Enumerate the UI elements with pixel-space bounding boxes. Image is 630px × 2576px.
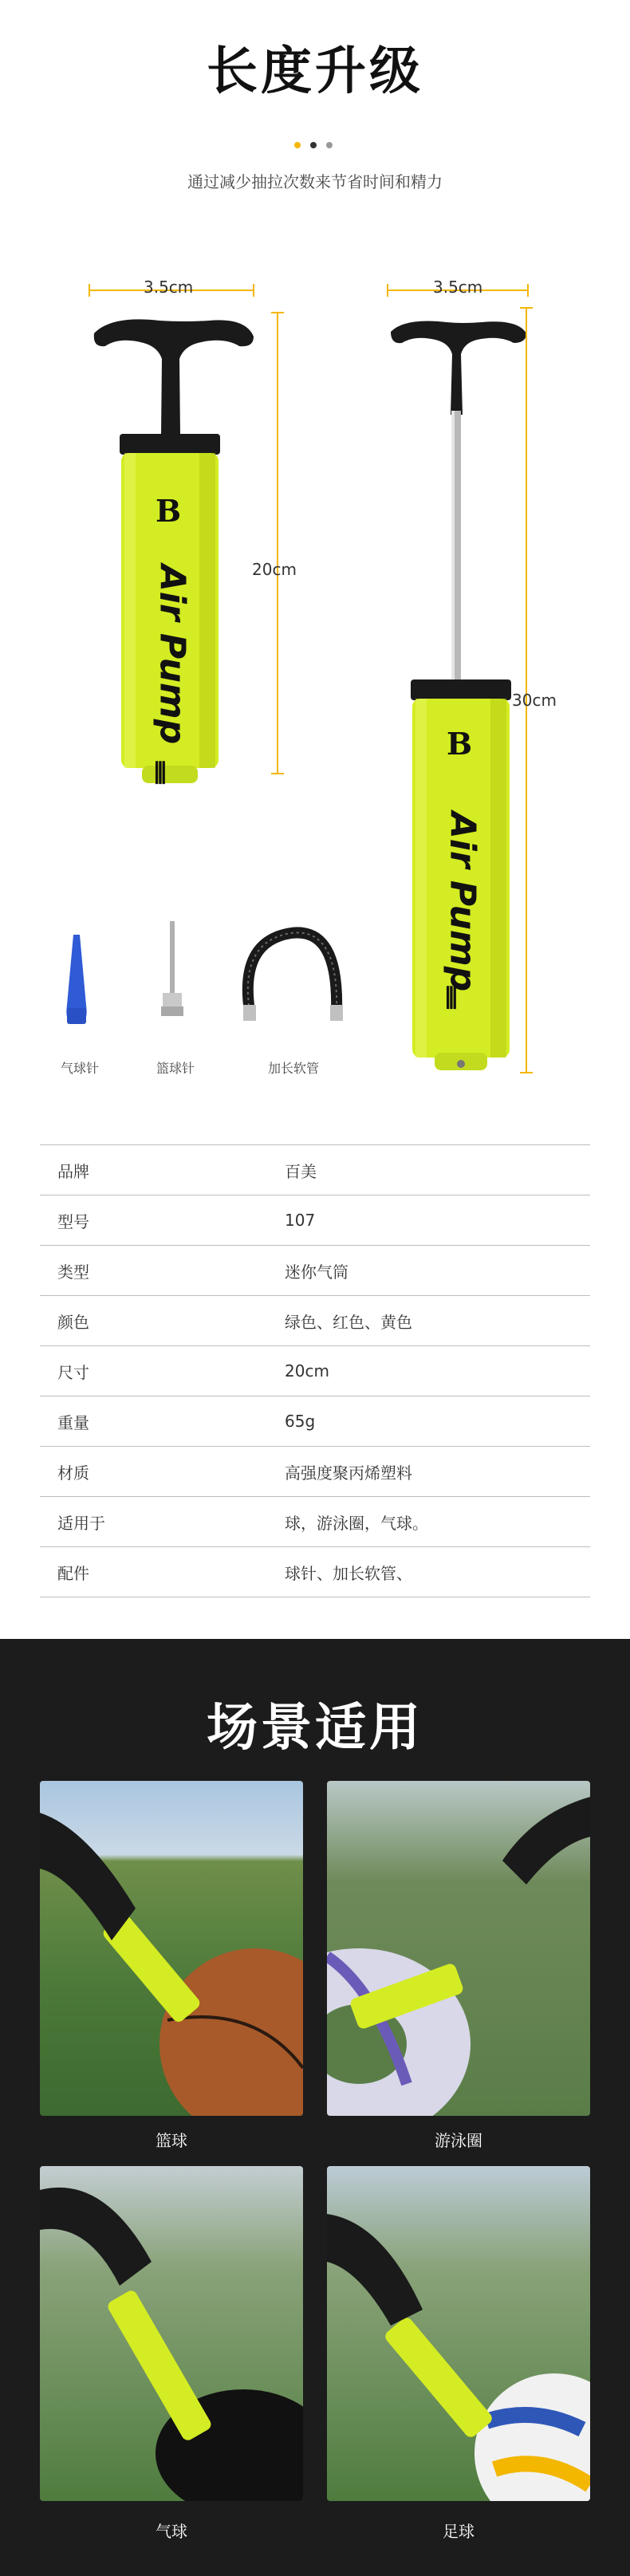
spec-value: 球针、加长软管、 [285, 1547, 590, 1597]
spec-value: 20cm [285, 1346, 590, 1396]
spec-key: 重量 [40, 1396, 285, 1447]
spec-value: 球，游泳圈，气球。 [285, 1497, 590, 1547]
spec-key: 尺寸 [40, 1346, 285, 1396]
spec-key: 适用于 [40, 1497, 285, 1547]
accessory-label-balloon-needle: 气球针 [60, 1061, 99, 1076]
spec-row [40, 1346, 590, 1396]
brand-logo-closed: B [156, 493, 182, 529]
scene-photo-basketball [40, 1781, 303, 2116]
spec-row [40, 1296, 590, 1346]
dot-grey [326, 142, 333, 148]
length-label-closed: 20cm [252, 560, 297, 579]
title-dots [294, 142, 342, 153]
brand-logo-extended: B [447, 726, 473, 762]
spec-value: 百美 [285, 1145, 590, 1195]
spec-value: 迷你气筒 [285, 1246, 590, 1296]
spec-key: 材质 [40, 1447, 285, 1497]
scene-label-balloon: 气球 [156, 2522, 187, 2541]
scene-photo-swim-ring [327, 1781, 590, 2116]
spec-value: 绿色、红色、黄色 [285, 1296, 590, 1346]
football-scene-art [327, 2166, 590, 2501]
length-label-extended: 30cm [512, 691, 557, 710]
scenes-title: 场景适用 [207, 1699, 423, 1758]
grip-marks-extended: ⦀ [445, 983, 458, 1015]
page-subtitle: 通过减少抽拉次数来节省时间和精力 [187, 172, 443, 191]
spec-row [40, 1396, 590, 1447]
accessory-label-hose: 加长软管 [267, 1061, 319, 1076]
scene-label-swim-ring: 游泳圈 [435, 2131, 482, 2150]
scene-label-football: 足球 [443, 2522, 474, 2541]
scene-label-basketball: 篮球 [156, 2131, 187, 2150]
balloon-scene-art [40, 2166, 303, 2501]
spec-table [40, 1144, 590, 1597]
grip-marks-closed: ⦀ [154, 758, 168, 790]
dot-yellow [294, 142, 301, 148]
scene-photo-balloon [40, 2166, 303, 2501]
spec-key: 颜色 [40, 1296, 285, 1346]
ball-needle-icon [161, 921, 183, 1016]
spec-row [40, 1497, 590, 1547]
spec-value: 65g [285, 1396, 590, 1447]
balloon-needle-icon [66, 935, 86, 1024]
pump-label-extended: Air Pump [442, 811, 483, 992]
basketball-scene-art [40, 1781, 303, 2116]
spec-value: 高强度聚丙烯塑料 [285, 1447, 590, 1497]
pump-label-closed: Air Pump [152, 564, 193, 745]
spec-row [40, 1145, 590, 1195]
page-title: 长度升级 [207, 42, 423, 101]
spec-key: 配件 [40, 1547, 285, 1597]
spec-value: 107 [285, 1195, 590, 1246]
width-label-closed: 3.5cm [144, 278, 194, 297]
product-illustration [0, 239, 630, 1132]
spec-row [40, 1447, 590, 1497]
spec-key: 类型 [40, 1246, 285, 1296]
dot-dark [310, 142, 317, 148]
spec-row [40, 1195, 590, 1246]
extension-hose-icon [243, 932, 343, 1021]
spec-row [40, 1547, 590, 1597]
spec-key: 品牌 [40, 1145, 285, 1195]
swim-ring-scene-art [327, 1781, 590, 2116]
accessory-label-ball-needle: 篮球针 [156, 1061, 195, 1076]
spec-key: 型号 [40, 1195, 285, 1246]
spec-row [40, 1246, 590, 1296]
width-label-extended: 3.5cm [433, 278, 483, 297]
scene-photo-football [327, 2166, 590, 2501]
